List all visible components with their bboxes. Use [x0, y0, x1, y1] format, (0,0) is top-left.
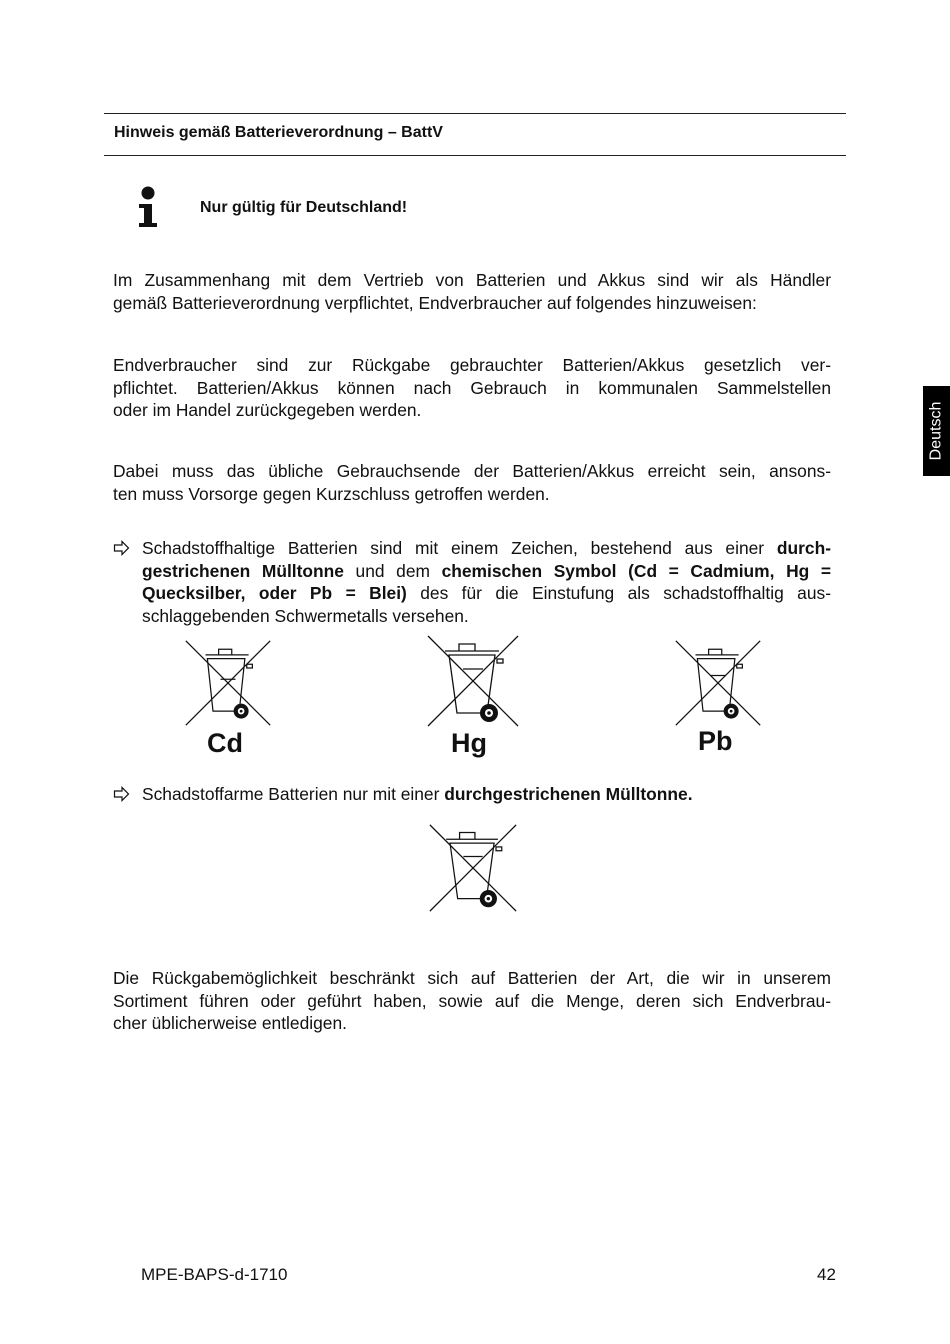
header-rule-top	[104, 113, 846, 114]
symbol-label-pb: Pb	[698, 726, 733, 756]
info-icon	[133, 186, 163, 230]
crossed-out-wheelie-bin-icon	[425, 633, 521, 729]
symbol-label-hg: Hg	[451, 728, 487, 758]
bullet-low-pollutant-batteries: Schadstoffarme Batterien nur mit einer durchgestrichenen Mülltonne.	[113, 783, 831, 807]
paragraph-short-circuit: Dabei muss das übliche Gebrauchsende der Batterien/Akkus erreicht sein, ansons- ten muss Vorsorge gegen Kurzschluss getroffen werden.	[113, 461, 831, 504]
crossed-out-wheelie-bin-icon	[670, 638, 766, 728]
arrow-right-icon	[113, 537, 131, 559]
header-rule-bottom	[104, 155, 846, 156]
paragraph-return-obligation: Endverbraucher sind zur Rückgabe gebrauchter Batterien/Akkus gesetzlich ver- pflichtet. Batterien/Akkus können nach Gebrauch in kommunalen Sammelstellen oder im Handel zurückgegeben werden.	[113, 355, 831, 420]
arrow-right-icon	[113, 783, 131, 805]
footer-document-id: MPE-BAPS-d-1710	[141, 1265, 288, 1284]
bullet-hazardous-batteries: Schadstoffhaltige Batterien sind mit einem Zeichen, bestehend aus einer durch- gestrichenen Mülltonne und dem chemischen Symbol (Cd = Cadmium, Hg = Quecksilber, oder Pb = Blei) des für die Einstufung als schadstoffhaltig aus- schlaggebenden Schwermetalls versehen.	[113, 537, 831, 627]
paragraph-intro: Im Zusammenhang mit dem Vertrieb von Batterien und Akkus sind wir als Händler gemäß Batterieverordnung verpflichtet, Endverbraucher auf folgendes hinzuweisen:	[113, 270, 831, 313]
crossed-out-wheelie-bin-icon	[425, 822, 521, 914]
footer-page-number: 42	[817, 1265, 836, 1284]
language-tab	[923, 386, 950, 476]
crossed-out-wheelie-bin-icon	[180, 638, 276, 728]
info-note: Nur gültig für Deutschland!	[200, 199, 408, 216]
symbol-label-cd: Cd	[207, 728, 243, 758]
paragraph-return-scope: Die Rückgabemöglichkeit beschränkt sich auf Batterien der Art, die wir in unserem Sortiment führen oder geführt haben, sowie auf die Menge, deren sich Endverbrau- cher üblicherweise entledigen.	[113, 968, 831, 1033]
page-heading: Hinweis gemäß Batterieverordnung – BattV	[114, 124, 443, 141]
language-tab-label: Deutsch	[927, 401, 945, 461]
